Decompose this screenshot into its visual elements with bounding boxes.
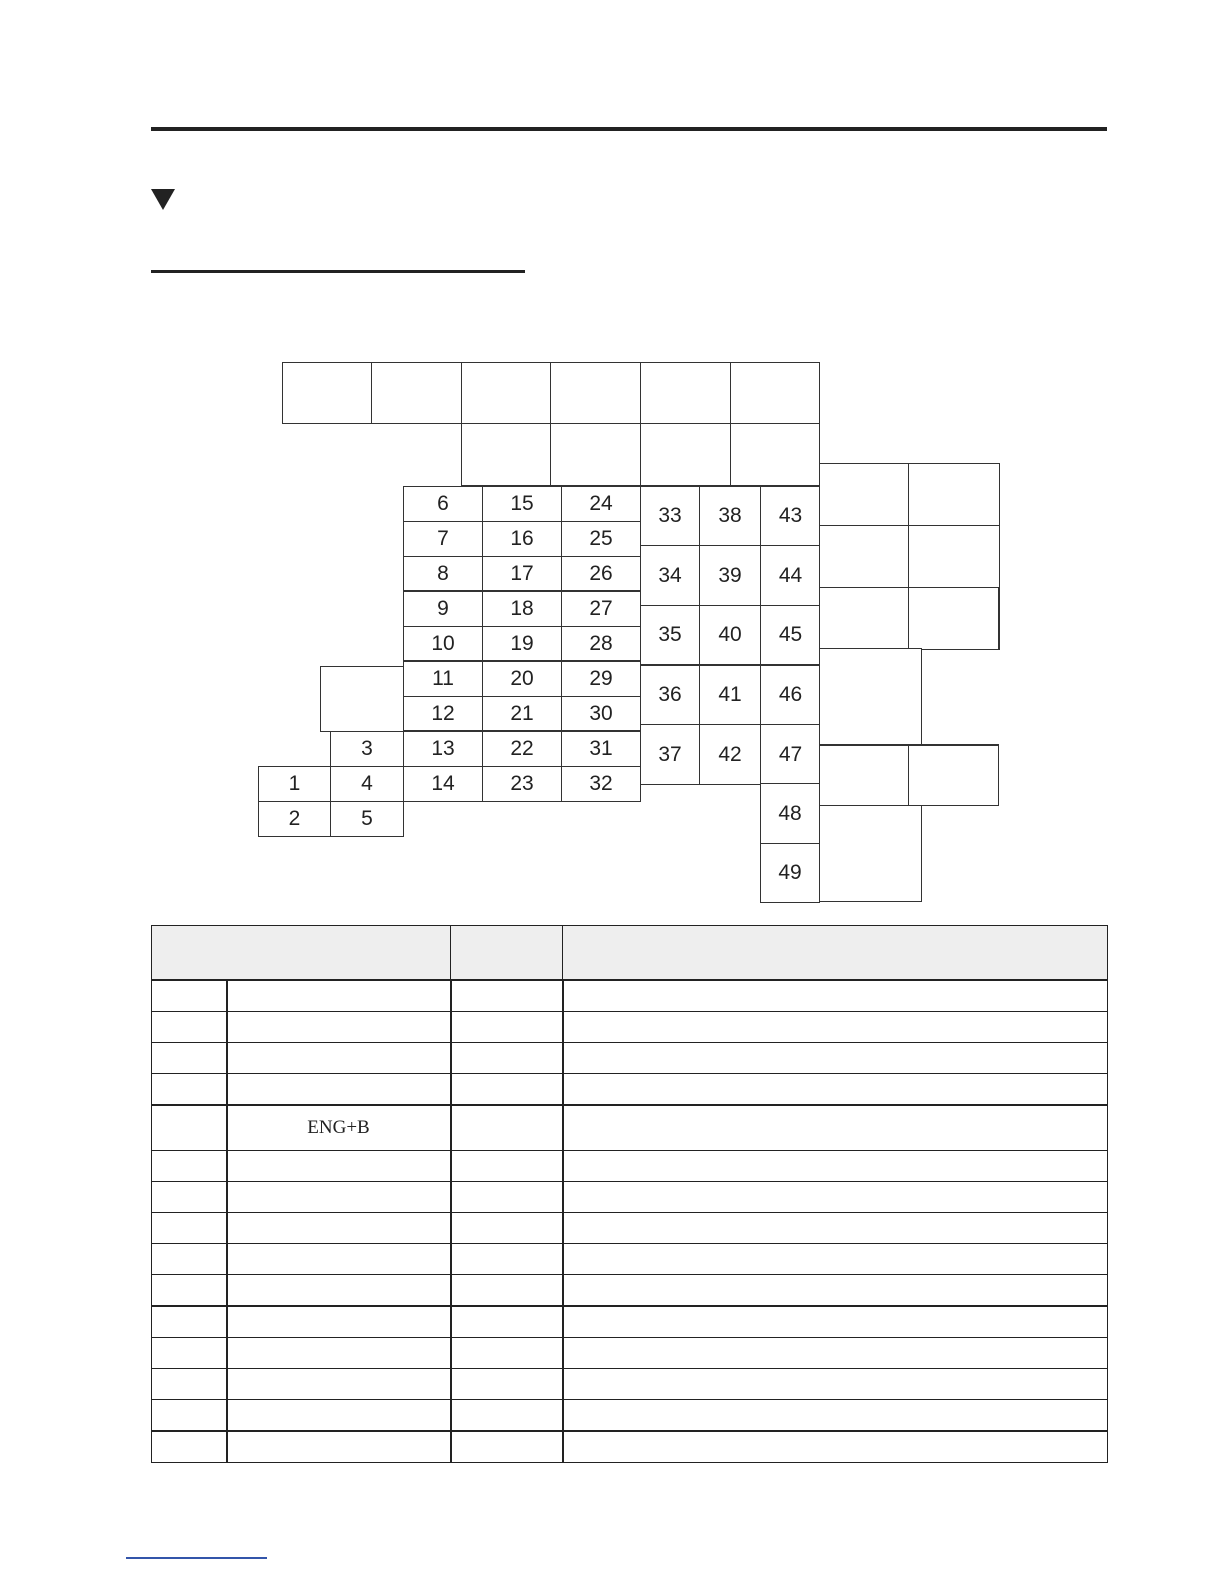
cell-code (451, 1244, 563, 1275)
fuse-9: 9 (403, 591, 483, 627)
fuse-44: 44 (760, 545, 821, 606)
relay-second-1 (461, 423, 551, 486)
fuse-30: 30 (561, 696, 641, 732)
relay-top-5 (640, 362, 731, 424)
fuse-29: 29 (561, 661, 641, 697)
cell-desc (563, 1043, 1108, 1074)
fuse-42: 42 (699, 724, 761, 785)
table-row (152, 1400, 1108, 1432)
cell-idx (152, 980, 227, 1012)
cell-idx (152, 1244, 227, 1275)
cell-code (451, 1012, 563, 1043)
fuse-1: 1 (258, 766, 331, 802)
relay-right-6 (908, 587, 1000, 650)
table-header-row (152, 926, 1108, 981)
fuse-36: 36 (640, 665, 700, 725)
fuse-27: 27 (561, 591, 641, 627)
cell-desc (563, 1074, 1108, 1106)
cell-code (451, 980, 563, 1012)
cell-code (451, 1105, 563, 1151)
relay-left (320, 666, 404, 732)
fuse-47: 47 (760, 724, 821, 785)
triangle-down-icon (151, 189, 175, 210)
cell-name (227, 1074, 451, 1106)
relay-top-2 (371, 362, 462, 424)
cell-code (451, 1151, 563, 1182)
fuse-46: 46 (760, 665, 821, 725)
fuse-3: 3 (330, 731, 404, 767)
fuse-2: 2 (258, 801, 331, 837)
fuse-38: 38 (699, 486, 761, 546)
cell-name (227, 1182, 451, 1213)
table-row (152, 1369, 1108, 1400)
cell-idx (152, 1012, 227, 1043)
cell-code (451, 1369, 563, 1400)
fuse-15: 15 (482, 486, 562, 522)
cell-name (227, 1431, 451, 1463)
cell-name: ENG+B (227, 1105, 451, 1151)
cell-desc (563, 1400, 1108, 1432)
header-cell-code (451, 926, 563, 981)
cell-desc (563, 1151, 1108, 1182)
cell-name (227, 980, 451, 1012)
cell-name (227, 1244, 451, 1275)
table-row (152, 1275, 1108, 1307)
cell-idx (152, 1182, 227, 1213)
cell-idx (152, 1369, 227, 1400)
footer-link-underline (126, 1557, 267, 1559)
cell-idx (152, 1338, 227, 1369)
fuse-25: 25 (561, 521, 641, 557)
cell-code (451, 1306, 563, 1338)
relay-right-2 (908, 463, 1000, 526)
top-rule (151, 127, 1107, 131)
cell-code (451, 1182, 563, 1213)
fuse-24: 24 (561, 486, 641, 522)
fuse-33: 33 (640, 486, 700, 546)
relay-second-2 (550, 423, 641, 486)
cell-code (451, 1275, 563, 1307)
cell-desc (563, 980, 1108, 1012)
relay-right-1 (819, 463, 909, 526)
cell-desc (563, 1213, 1108, 1244)
cell-idx (152, 1105, 227, 1151)
cell-name (227, 1213, 451, 1244)
cell-desc (563, 1012, 1108, 1043)
cell-desc (563, 1105, 1108, 1151)
cell-desc (563, 1306, 1108, 1338)
cell-idx (152, 1213, 227, 1244)
fuse-8: 8 (403, 556, 483, 592)
table-row (152, 1213, 1108, 1244)
fuse-39: 39 (699, 545, 761, 606)
header-cell-description (563, 926, 1108, 981)
relay-top-6 (730, 362, 820, 424)
relay-second-4 (730, 423, 820, 486)
cell-name (227, 1369, 451, 1400)
relay-right-7 (819, 744, 909, 806)
fuse-6: 6 (403, 486, 483, 522)
fuse-14: 14 (403, 766, 483, 802)
cell-name (227, 1275, 451, 1307)
table-row (152, 1431, 1108, 1463)
cell-code (451, 1043, 563, 1074)
table-row (152, 1012, 1108, 1043)
fuse-17: 17 (482, 556, 562, 592)
cell-name (227, 1338, 451, 1369)
cell-code (451, 1431, 563, 1463)
fuse-37: 37 (640, 724, 700, 785)
cell-desc (563, 1182, 1108, 1213)
relay-top-4 (550, 362, 641, 424)
cell-name (227, 1306, 451, 1338)
fuse-18: 18 (482, 591, 562, 627)
cell-name (227, 1400, 451, 1432)
fuse-23: 23 (482, 766, 562, 802)
relay-right-3 (819, 525, 909, 588)
cell-code (451, 1213, 563, 1244)
cell-desc (563, 1244, 1108, 1275)
fuse-5: 5 (330, 801, 404, 837)
cell-idx (152, 1043, 227, 1074)
fuse-10: 10 (403, 626, 483, 662)
cell-idx (152, 1306, 227, 1338)
relay-right-tall (819, 648, 922, 745)
fuse-48: 48 (760, 783, 820, 844)
cell-desc (563, 1369, 1108, 1400)
cell-idx (152, 1074, 227, 1106)
relay-right-5 (819, 587, 909, 650)
section-heading-underline (151, 270, 525, 273)
relay-top-3 (461, 362, 551, 424)
relay-top-1 (282, 362, 372, 424)
fuse-11: 11 (403, 661, 483, 697)
fuse-21: 21 (482, 696, 562, 732)
table-row (152, 1074, 1108, 1106)
relay-right-8 (908, 744, 999, 806)
cell-idx (152, 1151, 227, 1182)
cell-idx (152, 1431, 227, 1463)
fuse-26: 26 (561, 556, 641, 592)
fuse-12: 12 (403, 696, 483, 732)
cell-idx (152, 1275, 227, 1307)
table-row (152, 1338, 1108, 1369)
relay-right-bottom (819, 805, 922, 902)
fuse-49: 49 (760, 843, 820, 903)
cell-desc (563, 1275, 1108, 1307)
cell-name (227, 1012, 451, 1043)
cell-code (451, 1074, 563, 1106)
fuse-22: 22 (482, 731, 562, 767)
cell-name (227, 1043, 451, 1074)
fuse-7: 7 (403, 521, 483, 557)
table-row (152, 1182, 1108, 1213)
fuse-43: 43 (760, 486, 821, 546)
fuse-13: 13 (403, 731, 483, 767)
header-cell-name (152, 926, 451, 981)
fuse-20: 20 (482, 661, 562, 697)
fuse-28: 28 (561, 626, 641, 662)
fuse-40: 40 (699, 605, 761, 666)
cell-idx (152, 1400, 227, 1432)
fuse-35: 35 (640, 605, 700, 666)
fuse-table (151, 925, 1108, 1463)
fuse-4: 4 (330, 766, 404, 802)
relay-right-4 (908, 525, 1000, 588)
cell-desc (563, 1338, 1108, 1369)
cell-name (227, 1151, 451, 1182)
table-row (152, 1105, 1108, 1151)
fuse-31: 31 (561, 731, 641, 767)
table-row (152, 980, 1108, 1012)
cell-code (451, 1400, 563, 1432)
fuse-19: 19 (482, 626, 562, 662)
table-row (152, 1244, 1108, 1275)
relay-second-3 (640, 423, 731, 486)
table-row (152, 1151, 1108, 1182)
fuse-34: 34 (640, 545, 700, 606)
table-row (152, 1306, 1108, 1338)
fuse-41: 41 (699, 665, 761, 725)
fuse-45: 45 (760, 605, 821, 666)
table-row (152, 1043, 1108, 1074)
fuse-32: 32 (561, 766, 641, 802)
cell-desc (563, 1431, 1108, 1463)
cell-code (451, 1338, 563, 1369)
fuse-16: 16 (482, 521, 562, 557)
